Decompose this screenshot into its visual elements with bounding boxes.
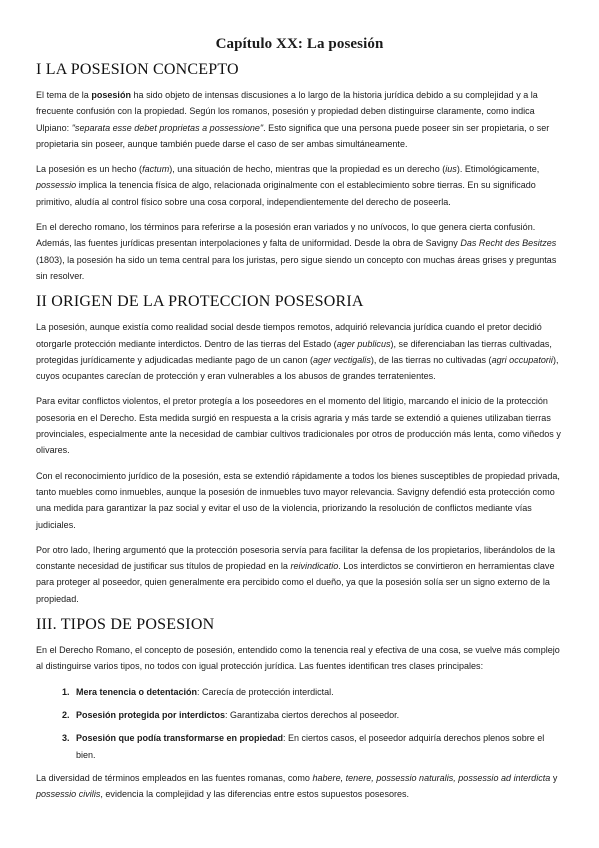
paragraph: La posesión, aunque existía como realidad social desde tiempos remotos, adquirió relevancia jurídica cuando el pretor decidió otorgarle protección mediante interdictos. Dentro de las tierras del Estado (ager publicus), se diferenciaban las tierras cultivadas, protegidas jurídicamente y adjudicadas mediante pago de un canon (ager vectigalis), de las tierras no cultivadas (agri occupatorii), cuyos ocupantes carecían de protección y eran vulnerables a los abusos de grandes terratenientes.: [36, 322, 559, 382]
possession-types-list: [36, 684, 563, 763]
page-title: Capítulo XX: La posesión: [215, 36, 384, 52]
list-item: 2. Posesión protegida por interdictos: Garantizaba ciertos derechos al poseedor.: [72, 707, 563, 723]
section-heading-concepto: I LA POSESION CONCEPTO: [36, 61, 239, 78]
list-item: 3. Posesión que podía transformarse en propiedad: En ciertos casos, el poseedor adquiría derechos plenos sobre el bien.: [72, 730, 563, 763]
list-item: 1. Mera tenencia o detentación: Carecía de protección interdictal.: [72, 684, 563, 700]
section-heading-origen: II ORIGEN DE LA PROTECCION POSESORIA: [36, 293, 364, 311]
paragraph: En el Derecho Romano, el concepto de posesión, entendido como la tenencia real y efectiva de una cosa, se vuelve más complejo al distinguirse varios tipos, no todos con igual protección jurídica. Las fuentes identifican tres clases principales:: [36, 645, 560, 672]
paragraph: En el derecho romano, los términos para referirse a la posesión eran variados y no unívocos, lo que genera cierta confusión. Además, las fuentes jurídicas presentan interpolaciones y falta de uniformidad. Desde la obra de Savigny Das Recht des Besitzes (1803), la posesión ha sido un tema central para los juristas, pero sigue siendo un concepto con muchas áreas grises y preguntas sin resolver.: [36, 222, 557, 281]
book-title: Das Recht des Besitzes: [460, 238, 557, 249]
paragraph: Para evitar conflictos violentos, el pretor protegía a los poseedores en el momento del litigio, marcando el inicio de la protección posesoria en el Derecho. Esta medida surgió en respuesta a la crisis agraria y más tarde se extendió a quienes utilizaban tierras provinciales, especialmente ante la necesidad de cambiar cultivos tradicionales por otros de producción más lenta, como viñedos y olivares.: [36, 396, 561, 456]
paragraph: El tema de la posesión ha sido objeto de intensas discusiones a lo largo de la historia jurídica debido a su complejidad y a la frecuente confusión con la propiedad. Según los romanos, posesión y propiedad deben distinguirse claramente, como indica Ulpiano: "separata esse debet proprietas a possessione". Esto significa que una persona puede poseer sin ser propietaria, o ser propietaria sin poseer, aunque también puede darse el caso de ser ambas simultáneamente.: [36, 90, 550, 149]
section-heading-tipos: III. TIPOS DE POSESION: [36, 616, 215, 634]
paragraph: La posesión es un hecho (factum), una situación de hecho, mientras que la propiedad es un derecho (ius). Etimológicamente, possessio implica la tenencia física de algo, relacionada originalmente con el establecimiento sobre tierras. En su significado primitivo, aludía al control físico sobre una cosa corporal, independientemente del derecho de poseerla.: [36, 164, 540, 207]
bold-term: posesión: [91, 90, 131, 100]
paragraph: Por otro lado, Ihering argumentó que la protección posesoria servía para facilitar la defensa de los propietarios, liberándolos de la constante necesidad de justificar sus títulos de propiedad en la reivindicatio. Los interdictos se convirtieron en herramientas clave para proteger al poseedor, quien generalmente era percibido como el dueño, ya que la posesión solía ser un signo externo de la propiedad.: [36, 544, 555, 604]
paragraph: La diversidad de términos empleados en las fuentes romanas, como habere, tenere, possessio naturalis, possessio ad interdicta y possessio civilis, evidencia la complejidad y las diferencias entre estos supuestos posesores.: [36, 772, 558, 800]
paragraph: Con el reconocimiento jurídico de la posesión, esta se extendió rápidamente a todos los bienes susceptibles de propiedad privada, tanto muebles como inmuebles, aunque la posesión de inmuebles tuvo mayor relevancia. Savigny defendió esta protección como una medida para garantizar la paz social y evitar el uso de la violencia, priorizando la resolución de conflictos mediante vías judiciales.: [36, 470, 560, 530]
latin-quote: "separata esse debet proprietas a possessione": [71, 122, 264, 133]
